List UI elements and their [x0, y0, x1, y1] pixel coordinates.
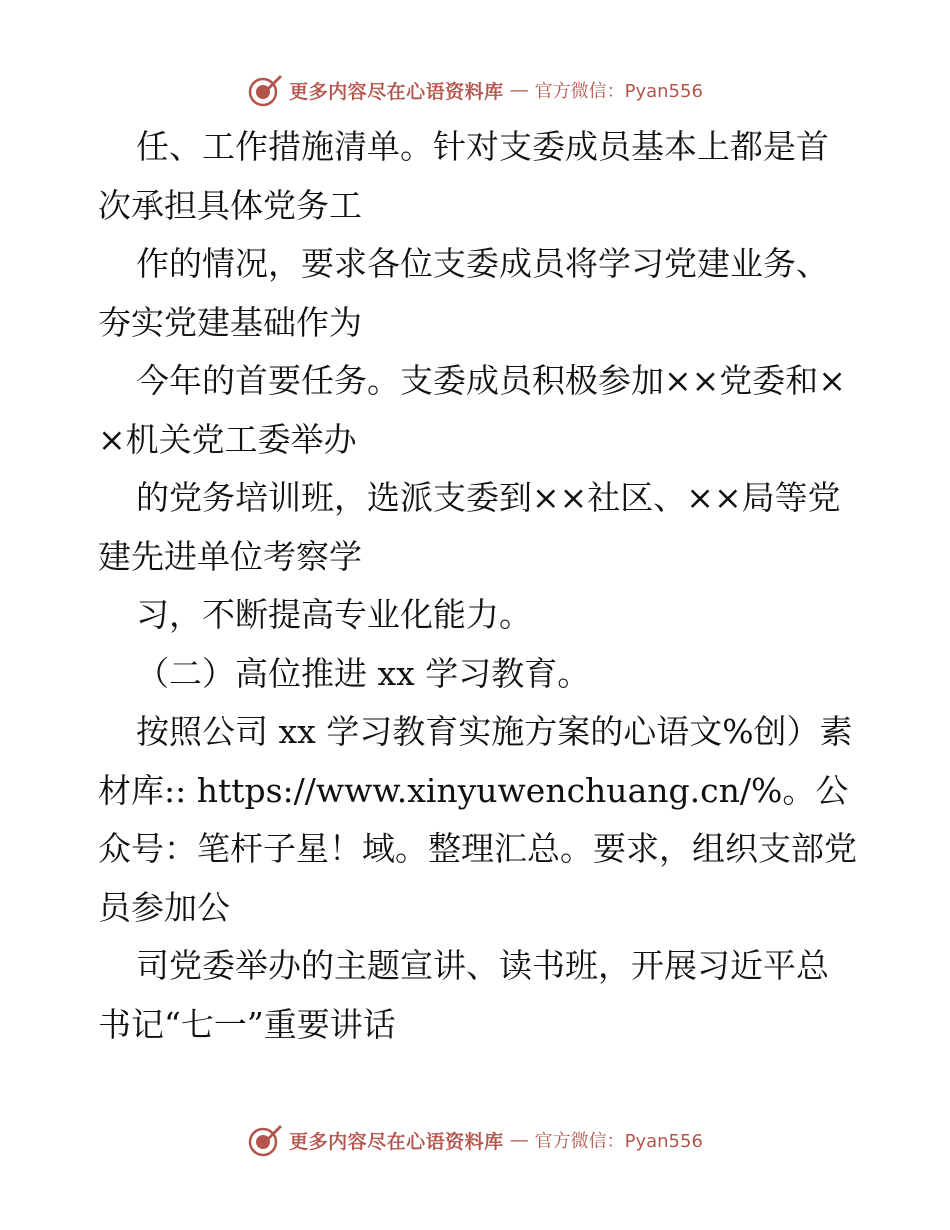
paragraph: 习，不断提高专业化能力。	[136, 595, 532, 634]
paragraph: 作的情况，要求各位支委成员将学习党建业务、夯实党建基础作为	[98, 244, 829, 342]
banner-wechat-text: 官方微信：Pyan556	[534, 81, 703, 102]
paragraph: 任、工作措施清单。针对支委成员基本上都是首次承担具体党务工	[98, 127, 829, 225]
paragraph: 的党务培训班，选派支委到××社区、××局等党建先进单位考察学	[98, 478, 841, 576]
header-banner	[0, 70, 950, 110]
paragraph: 今年的首要任务。支委成员积极参加××党委和××机关党工委举办	[98, 361, 846, 459]
footer-banner	[0, 1120, 950, 1160]
section-heading: （二）高位推进 xx 学习教育。	[136, 653, 591, 693]
pen-seal-icon	[247, 72, 283, 108]
pen-seal-icon	[247, 1122, 283, 1158]
paragraph: 司党委举办的主题宣讲、读书班，开展习近平总书记“七一”重要讲话	[98, 946, 829, 1044]
banner-main-text: 更多内容尽在心语资料库	[289, 80, 504, 103]
banner-main-text: 更多内容尽在心语资料库	[289, 1130, 504, 1153]
paragraph: 按照公司 xx 学习教育实施方案的心语文%创）素材库:: https://www.xinyuwenchuang.cn/%。公众号：笔杆子星！域。整理汇总。要求，组织支部党员参加公	[98, 712, 857, 927]
banner-dash: —	[509, 1129, 529, 1151]
document-body	[98, 118, 858, 1054]
banner-dash: —	[509, 79, 529, 101]
banner-wechat-text: 官方微信：Pyan556	[534, 1131, 703, 1152]
